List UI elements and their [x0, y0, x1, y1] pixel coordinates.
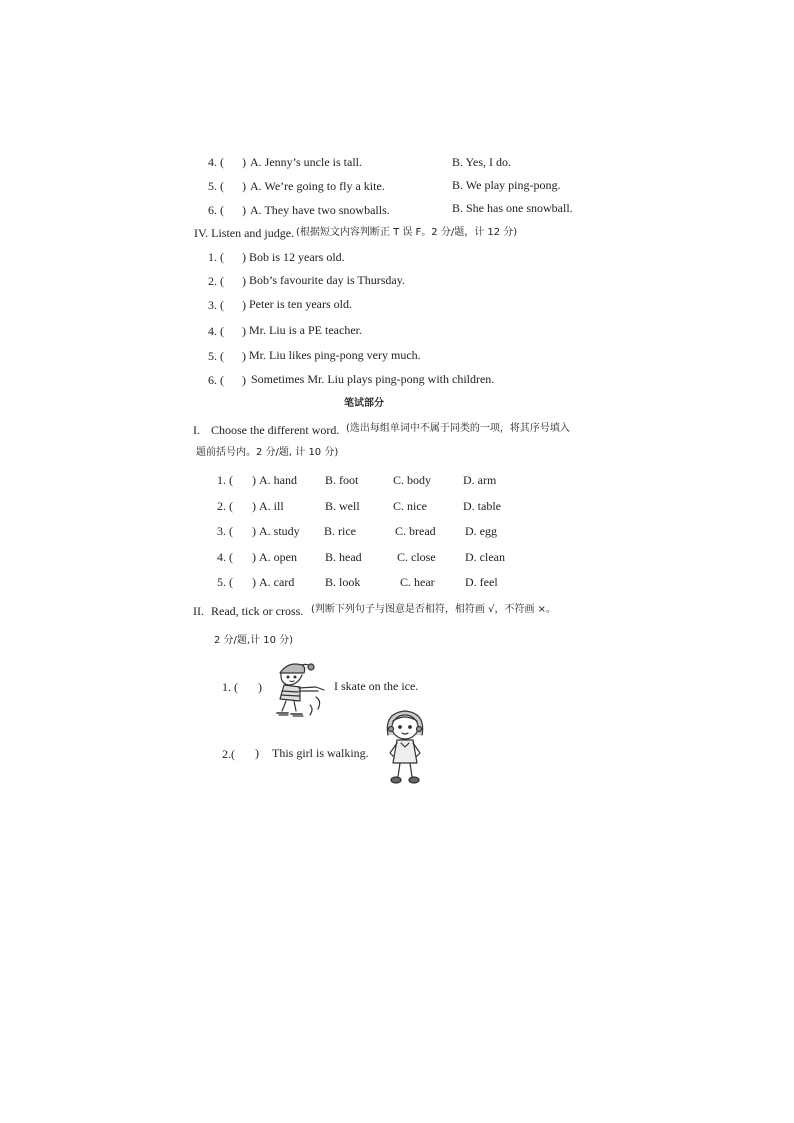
- p1-item4-option-a: A. open: [259, 550, 297, 564]
- p1-item5-number: 5. (: [217, 575, 233, 589]
- p1-item1-bracket-close: ): [252, 473, 256, 487]
- part2-title: Read, tick or cross.: [211, 604, 304, 618]
- s4-item3-statement: Peter is ten years old.: [249, 297, 352, 311]
- p2-item1-bracket-close: ): [258, 680, 262, 694]
- p1-item1-option-c: C. body: [393, 473, 432, 487]
- s3-item6-number: 6. (: [208, 203, 224, 217]
- s4-item1-number: 1. (: [208, 250, 224, 264]
- s4-item5-bracket-close: ): [242, 349, 246, 363]
- part2-instruction-line2: 2 分/题,计 10 分): [214, 635, 294, 646]
- p2-item2-number: 2.(: [222, 747, 235, 761]
- s4-item6-number: 6. (: [208, 373, 224, 387]
- s4-item2-bracket-close: ): [242, 274, 246, 288]
- part1-instruction-line2: 题前括号内。2 分/题, 计 10 分): [196, 447, 339, 458]
- p1-item3-option-b: B. rice: [324, 524, 356, 538]
- p1-item4-option-c: C. close: [397, 550, 436, 564]
- p1-item3-option-d: D. egg: [465, 524, 497, 538]
- s4-item4-bracket-close: ): [242, 324, 246, 338]
- s3-item5-option-a: A. We’re going to fly a kite.: [250, 179, 385, 193]
- s3-item5-bracket-close: ): [242, 179, 246, 193]
- s4-item5-number: 5. (: [208, 349, 224, 363]
- s3-item6-option-b: B. She has one snowball.: [452, 201, 573, 215]
- s4-item5-statement: Mr. Liu likes ping-pong very much.: [249, 348, 421, 362]
- p1-item2-option-a: A. ill: [259, 499, 284, 513]
- p1-item1-option-a: A. hand: [259, 473, 297, 487]
- p1-item2-option-b: B. well: [325, 499, 360, 513]
- s3-item4-bracket-close: ): [242, 155, 246, 169]
- s3-item6-option-a: A. They have two snowballs.: [250, 203, 390, 217]
- s4-item1-statement: Bob is 12 years old.: [249, 250, 345, 264]
- p2-item1-statement: I skate on the ice.: [334, 679, 419, 693]
- part1-title: Choose the different word.: [211, 423, 340, 437]
- p1-item2-number: 2. (: [217, 499, 233, 513]
- section4-instruction: (根据短文内容判断正 T 误 F。2 分/题，计 12 分): [296, 227, 518, 238]
- s3-item6-bracket-close: ): [242, 203, 246, 217]
- part2-instruction-line1: (判断下列句子与图意是否相符，相符画 √，不符画 ×。: [311, 604, 557, 615]
- girl-illustration: [380, 707, 430, 787]
- p1-item5-option-b: B. look: [325, 575, 361, 589]
- written-section-heading: 笔试部分: [344, 398, 384, 409]
- section4-title: IV. Listen and judge.: [194, 226, 295, 240]
- part2-label: II.: [193, 604, 204, 618]
- p1-item1-number: 1. (: [217, 473, 233, 487]
- p1-item5-option-a: A. card: [259, 575, 295, 589]
- s4-item2-statement: Bob’s favourite day is Thursday.: [249, 273, 405, 287]
- part1-label: I.: [193, 423, 200, 437]
- s3-item4-option-b: B. Yes, I do.: [452, 155, 512, 169]
- s3-item5-number: 5. (: [208, 179, 224, 193]
- s4-item6-bracket-close: ): [242, 373, 246, 387]
- s4-item3-number: 3. (: [208, 298, 224, 312]
- s3-item5-option-b: B. We play ping-pong.: [452, 178, 561, 192]
- p2-item2-statement: This girl is walking.: [272, 746, 369, 760]
- s4-item4-statement: Mr. Liu is a PE teacher.: [249, 323, 362, 337]
- p1-item5-option-d: D. feel: [465, 575, 498, 589]
- p2-item1-number: 1. (: [222, 680, 238, 694]
- p1-item5-bracket-close: ): [252, 575, 256, 589]
- p1-item1-option-d: D. arm: [463, 473, 497, 487]
- p1-item3-option-a: A. study: [259, 524, 300, 538]
- p1-item4-bracket-close: ): [252, 550, 256, 564]
- p1-item2-bracket-close: ): [252, 499, 256, 513]
- s4-item4-number: 4. (: [208, 324, 224, 338]
- p1-item2-option-d: D. table: [463, 499, 501, 513]
- s4-item2-number: 2. (: [208, 274, 224, 288]
- s4-item3-bracket-close: ): [242, 298, 246, 312]
- s4-item6-statement: Sometimes Mr. Liu plays ping-pong with children.: [251, 372, 495, 386]
- s4-item1-bracket-close: ): [242, 250, 246, 264]
- p1-item2-option-c: C. nice: [393, 499, 427, 513]
- p1-item3-option-c: C. bread: [395, 524, 436, 538]
- p1-item4-option-b: B. head: [325, 550, 362, 564]
- p2-item2-bracket-close: ): [255, 746, 259, 760]
- p1-item5-option-c: C. hear: [400, 575, 435, 589]
- p1-item3-number: 3. (: [217, 524, 233, 538]
- s3-item4-number: 4. (: [208, 155, 224, 169]
- s3-item4-option-a: A. Jenny’s uncle is tall.: [250, 155, 362, 169]
- p1-item4-number: 4. (: [217, 550, 233, 564]
- part1-instruction-line1: (选出每组单词中不属于同类的一项，将其序号填入: [346, 423, 570, 434]
- p1-item1-option-b: B. foot: [325, 473, 359, 487]
- p1-item3-bracket-close: ): [252, 524, 256, 538]
- skater-illustration: [266, 657, 330, 721]
- p1-item4-option-d: D. clean: [465, 550, 505, 564]
